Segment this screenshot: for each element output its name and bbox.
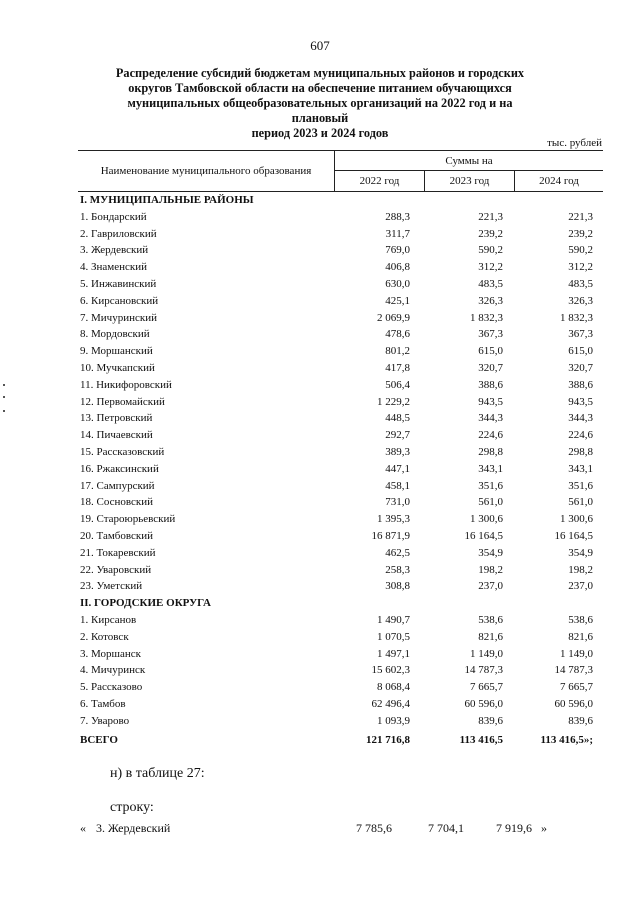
table-row	[78, 377, 603, 394]
table-row	[78, 662, 603, 679]
amount-cell: 351,6	[478, 479, 503, 492]
amount-cell: 1 832,3	[470, 311, 503, 324]
amount-cell: 630,0	[385, 277, 410, 290]
table-row	[78, 310, 603, 327]
amount-cell: 326,3	[568, 294, 593, 307]
municipality-name: 3. Моршанск	[80, 647, 141, 660]
title-line: Распределение субсидий бюджетам муниципальных районов и городских	[115, 66, 525, 80]
amount-cell: 367,3	[478, 328, 503, 341]
amount-cell: 16 164,5	[464, 529, 503, 542]
amount-cell: 311,7	[385, 227, 410, 240]
amount-cell: 1 149,0	[560, 647, 593, 660]
amount-cell: 298,8	[568, 445, 593, 458]
amendment-text: н) в таблице 27:	[110, 766, 205, 781]
amount-cell: 298,8	[478, 445, 503, 458]
municipality-name: 15. Рассказовский	[80, 445, 165, 458]
amount-cell: 312,2	[478, 261, 503, 274]
header-year-2024: 2024 год	[539, 175, 579, 187]
table-row	[78, 427, 603, 444]
amount-cell: 237,0	[568, 580, 593, 593]
amount-cell: 561,0	[568, 496, 593, 509]
amount-cell: 7 665,7	[560, 681, 593, 694]
section-heading-row	[78, 595, 603, 612]
amount-cell: 344,3	[568, 412, 593, 425]
amount-cell: 320,7	[478, 361, 503, 374]
table-row	[78, 578, 603, 595]
quoted-row-name: 3. Жердевский	[96, 821, 171, 835]
municipality-name: 4. Мичуринск	[80, 664, 146, 677]
amount-cell: 615,0	[478, 345, 503, 358]
amount-cell: 448,5	[385, 412, 410, 425]
quoted-row	[0, 821, 640, 839]
title-line: период 2023 и 2024 годов	[251, 126, 389, 140]
table-body	[78, 192, 603, 730]
section-heading-row	[78, 192, 603, 209]
amount-cell: 237,0	[478, 580, 503, 593]
amount-cell: 367,3	[568, 328, 593, 341]
amendment-text: строку:	[110, 800, 154, 815]
municipality-name: 11. Никифоровский	[80, 378, 172, 391]
municipality-name: 2. Котовск	[80, 630, 129, 643]
amount-cell: 425,1	[385, 294, 410, 307]
table-row	[78, 209, 603, 226]
total-row	[78, 732, 603, 749]
amount-cell: 483,5	[568, 277, 593, 290]
margin-mark	[3, 396, 5, 398]
title-line: округов Тамбовской области на обеспечение питанием обучающихся	[128, 81, 512, 95]
open-quote: «	[80, 821, 86, 835]
amount-cell: 590,2	[478, 244, 503, 257]
amount-cell: 406,8	[385, 261, 410, 274]
table-row	[78, 461, 603, 478]
amount-cell: 388,6	[478, 378, 503, 391]
amount-cell: 821,6	[568, 630, 593, 643]
table-header	[78, 150, 603, 192]
municipality-name: 1. Кирсанов	[80, 613, 137, 626]
amount-cell: 388,6	[568, 378, 593, 391]
section-heading: II. ГОРОДСКИЕ ОКРУГА	[80, 597, 211, 610]
municipality-name: 13. Петровский	[80, 412, 153, 425]
units-label: тыс. рублей	[547, 137, 602, 149]
margin-mark	[3, 410, 5, 412]
amount-cell: 1 300,6	[560, 513, 593, 526]
table-row	[78, 242, 603, 259]
table-row	[78, 679, 603, 696]
amount-cell: 312,2	[568, 261, 593, 274]
amount-cell: 506,4	[385, 378, 410, 391]
amount-cell: 258,3	[385, 563, 410, 576]
total-value-2023: 113 416,5	[459, 733, 503, 746]
amount-cell: 1 300,6	[470, 513, 503, 526]
table-row	[78, 528, 603, 545]
amount-cell: 389,3	[385, 445, 410, 458]
amount-cell: 8 068,4	[377, 681, 410, 694]
municipality-name: 21. Токаревский	[80, 546, 156, 559]
amount-cell: 1 093,9	[377, 714, 410, 727]
table-row	[78, 293, 603, 310]
municipality-name: 2. Гавриловский	[80, 227, 157, 240]
table-row	[78, 276, 603, 293]
table-row	[78, 226, 603, 243]
table-row	[78, 696, 603, 713]
table-row	[78, 360, 603, 377]
amount-cell: 221,3	[478, 210, 503, 223]
municipality-name: 18. Сосновский	[80, 496, 154, 509]
page-number: 607	[310, 38, 330, 53]
amount-cell: 839,6	[478, 714, 503, 727]
amount-cell: 16 164,5	[554, 529, 593, 542]
amount-cell: 1 395,3	[377, 513, 410, 526]
table-row	[78, 410, 603, 427]
table-row	[78, 545, 603, 562]
amount-cell: 731,0	[385, 496, 410, 509]
municipality-name: 7. Уварово	[80, 714, 130, 727]
amount-cell: 343,1	[478, 462, 503, 475]
municipality-name: 10. Мучкапский	[80, 361, 155, 374]
table-row	[78, 259, 603, 276]
municipality-name: 23. Уметский	[80, 580, 143, 593]
municipality-name: 20. Тамбовский	[80, 529, 154, 542]
amount-cell: 326,3	[478, 294, 503, 307]
amount-cell: 221,3	[568, 210, 593, 223]
table-row	[78, 444, 603, 461]
amount-cell: 417,8	[385, 361, 410, 374]
municipality-name: 9. Моршанский	[80, 345, 153, 358]
amount-cell: 14 787,3	[464, 664, 503, 677]
municipality-name: 8. Мордовский	[80, 328, 150, 341]
amount-cell: 458,1	[385, 479, 410, 492]
amount-cell: 320,7	[568, 361, 593, 374]
amount-cell: 308,8	[385, 580, 410, 593]
close-quote: »	[541, 821, 547, 835]
amount-cell: 62 496,4	[371, 697, 410, 710]
table-row	[78, 646, 603, 663]
amount-cell: 198,2	[568, 563, 593, 576]
amount-cell: 60 596,0	[464, 697, 503, 710]
municipality-name: 14. Пичаевский	[80, 429, 153, 442]
municipality-name: 6. Тамбов	[80, 697, 126, 710]
table-row	[78, 629, 603, 646]
amount-cell: 344,3	[478, 412, 503, 425]
title-line: муниципальных общеобразовательных организаций на 2022 год и на плановый	[127, 96, 513, 125]
municipality-name: 16. Ржаксинский	[80, 462, 159, 475]
municipality-name: 19. Староюрьевский	[80, 513, 176, 526]
amount-cell: 7 665,7	[470, 681, 503, 694]
amount-cell: 538,6	[568, 613, 593, 626]
table-row	[78, 326, 603, 343]
amount-cell: 239,2	[478, 227, 503, 240]
header-sums-label: Суммы на	[335, 151, 603, 171]
amount-cell: 354,9	[478, 546, 503, 559]
amount-cell: 801,2	[385, 345, 410, 358]
amount-cell: 561,0	[478, 496, 503, 509]
amount-cell: 1 070,5	[377, 630, 410, 643]
amount-cell: 1 149,0	[470, 647, 503, 660]
amount-cell: 224,6	[478, 429, 503, 442]
table-row	[78, 713, 603, 730]
amount-cell: 198,2	[478, 563, 503, 576]
municipality-name: 6. Кирсановский	[80, 294, 159, 307]
header-name-column: Наименование муниципального образования	[78, 151, 335, 191]
amount-cell: 14 787,3	[554, 664, 593, 677]
amount-cell: 60 596,0	[554, 697, 593, 710]
municipality-name: 5. Инжавинский	[80, 277, 157, 290]
margin-mark	[3, 384, 5, 386]
quoted-value-2023: 7 704,1	[428, 821, 464, 835]
amount-cell: 943,5	[568, 395, 593, 408]
amount-cell: 224,6	[568, 429, 593, 442]
total-value-2024: 113 416,5»;	[540, 733, 593, 746]
table-row	[78, 478, 603, 495]
municipality-name: 1. Бондарский	[80, 210, 147, 223]
amount-cell: 1 497,1	[377, 647, 410, 660]
amount-cell: 483,5	[478, 277, 503, 290]
amount-cell: 615,0	[568, 345, 593, 358]
amount-cell: 821,6	[478, 630, 503, 643]
document-title	[100, 66, 540, 141]
total-label: ВСЕГО	[80, 733, 118, 746]
amount-cell: 292,7	[385, 429, 410, 442]
amount-cell: 839,6	[568, 714, 593, 727]
amount-cell: 288,3	[385, 210, 410, 223]
municipality-name: 17. Сампурский	[80, 479, 155, 492]
amount-cell: 239,2	[568, 227, 593, 240]
amount-cell: 538,6	[478, 613, 503, 626]
total-value-2022: 121 716,8	[366, 733, 410, 746]
amount-cell: 447,1	[385, 462, 410, 475]
quoted-value-2024: 7 919,6	[496, 821, 532, 835]
header-year-2023: 2023 год	[425, 171, 515, 191]
amount-cell: 1 229,2	[377, 395, 410, 408]
amount-cell: 590,2	[568, 244, 593, 257]
municipality-name: 7. Мичуринский	[80, 311, 157, 324]
amount-cell: 1 490,7	[377, 613, 410, 626]
header-year-2022: 2022 год	[335, 171, 425, 191]
municipality-name: 4. Знаменский	[80, 261, 148, 274]
table-row	[78, 612, 603, 629]
municipality-name: 3. Жердевский	[80, 244, 149, 257]
municipality-name: 12. Первомайский	[80, 395, 165, 408]
amount-cell: 354,9	[568, 546, 593, 559]
quoted-value-2022: 7 785,6	[356, 821, 392, 835]
amount-cell: 478,6	[385, 328, 410, 341]
amount-cell: 15 602,3	[371, 664, 410, 677]
amount-cell: 2 069,9	[377, 311, 410, 324]
amount-cell: 16 871,9	[371, 529, 410, 542]
table-row	[78, 494, 603, 511]
amount-cell: 1 832,3	[560, 311, 593, 324]
table-row	[78, 394, 603, 411]
amount-cell: 769,0	[385, 244, 410, 257]
municipality-name: 5. Рассказово	[80, 681, 143, 694]
amount-cell: 343,1	[568, 462, 593, 475]
municipality-name: 22. Уваровский	[80, 563, 152, 576]
subsidy-table	[78, 150, 603, 748]
amount-cell: 462,5	[385, 546, 410, 559]
amount-cell: 943,5	[478, 395, 503, 408]
table-row	[78, 511, 603, 528]
amount-cell: 351,6	[568, 479, 593, 492]
table-row	[78, 562, 603, 579]
table-row	[78, 343, 603, 360]
section-heading: I. МУНИЦИПАЛЬНЫЕ РАЙОНЫ	[80, 194, 254, 206]
